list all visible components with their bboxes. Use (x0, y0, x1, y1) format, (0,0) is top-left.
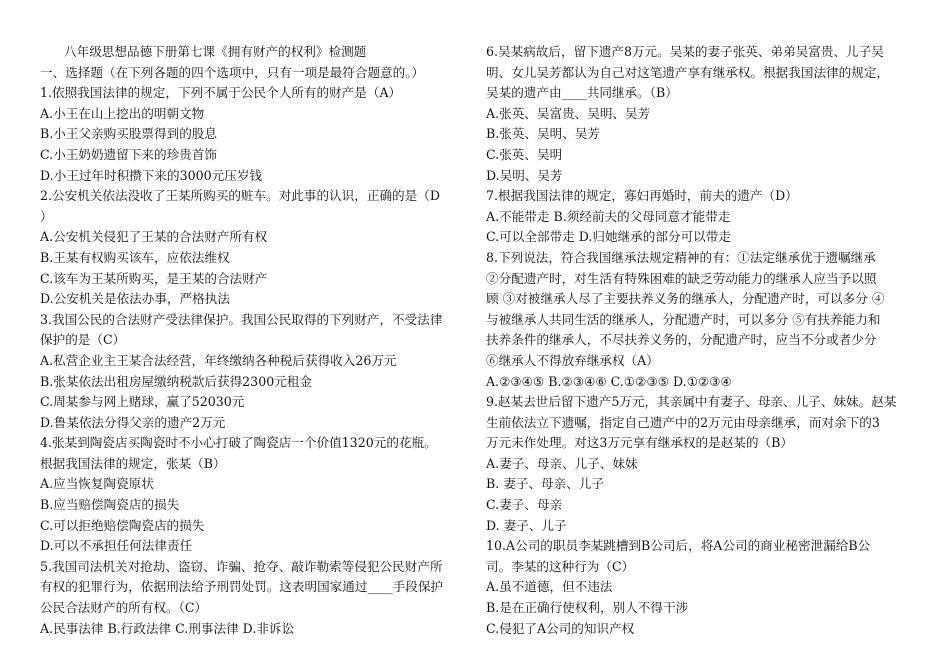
right-text-line: 7.根据我国法律的规定，寡妇再婚时，前夫的遗产（D） (486, 188, 798, 204)
right-text-line: C.张英、吴明 (486, 146, 563, 162)
left-text-line: C.该车为王某所购买，是王某的合法财产 (40, 270, 268, 286)
right-text-line: C.可以全部带走 D.归她继承的部分可以带走 (486, 229, 731, 245)
left-text-line: B.张某依法出租房屋缴纳税款后获得2300元租金 (40, 373, 312, 389)
right-text-line: 6.吴某病故后，留下遗产8万元。吴某的妻子张英、弟弟吴富贵、儿子吴 (486, 44, 884, 59)
right-text-line: D. 妻子、儿子 (486, 517, 567, 533)
right-text-line: C.侵犯了A公司的知识产权 (486, 620, 635, 636)
left-text-line: D.可以不承担任何法律责任 (40, 538, 193, 554)
left-text-line: 1.依照我国法律的规定，下列不属于公民个人所有的财产是（A） (40, 85, 402, 101)
left-text-line: 一、选择题（在下列各题的四个选项中，只有一项是最符合题意的。） (40, 64, 425, 80)
right-text-line: 10.A公司的职员李某跳槽到B公司后，将A公司的商业秘密泄漏给B公 (486, 538, 871, 554)
right-text-line: 吴某的遗产由____共同继承。（B） (486, 85, 678, 101)
right-text-line: 万元未作处理。对这3万元享有继承权的是赵某的（B） (486, 435, 793, 451)
left-text-line: B.小王父亲购买股票得到的股息 (40, 126, 217, 142)
right-text-line: B.张英、吴明、吴芳 (486, 126, 601, 142)
left-text-line: D.公安机关是依法办事，严格执法 (40, 291, 230, 307)
right-text-line: B.是在正确行使权利，别人不得干涉 (486, 600, 689, 616)
left-text-line: 2.公安机关依法没收了王某所购买的赃车。对此事的认识，正确的是（D (40, 188, 440, 204)
left-text-line: A.应当恢复陶瓷原状 (40, 476, 154, 492)
right-text-line: 8.下列说法，符合我国继承法规定精神的有：①法定继承优于遗嘱继承 (486, 249, 876, 265)
left-text-line: 有权的犯罪行为，依据刑法给予刑罚处罚。这表明国家通过____手段保护 (40, 579, 443, 595)
left-text-line: A.民事法律 B.行政法律 C.刑事法律 D.非诉讼 (40, 620, 295, 636)
left-text-line: A.小王在山上挖出的明朝文物 (40, 105, 205, 121)
left-text-line: 保护的是（C） (40, 332, 126, 348)
right-text-line: ②分配遗产时，对生活有特殊困难的缺乏劳动能力的继承人应当予以照 (486, 270, 877, 286)
right-text-line: D.吴明、吴芳 (486, 167, 563, 183)
left-text-line: C.可以拒绝赔偿陶瓷店的损失 (40, 517, 205, 533)
left-text-line: 根据我国法律的规定，张某（B） (40, 455, 226, 471)
left-text-line: ） (40, 208, 53, 224)
left-text-line: A.私营企业主王某合法经营，年终缴纳各种税后获得收入26万元 (40, 352, 397, 368)
left-text-line: B.应当赔偿陶瓷店的损失 (40, 497, 180, 513)
worksheet-title: 八年级思想品德下册第七课《拥有财产的权利》检测题 (64, 44, 367, 59)
right-text-line: 顾 ③对被继承人尽了主要扶养义务的继承人，分配遗产时，可以多分 ④ (486, 291, 885, 307)
right-text-line: A.张英、吴富贵、吴明、吴芳 (486, 105, 651, 121)
left-text-line: 3.我国公民的合法财产受法律保护。我国公民取得的下列财产，不受法律 (40, 311, 443, 327)
right-text-line: A.②③④⑤ B.②③④⑥ C.①②③⑤ D.①②③④ (486, 373, 732, 389)
right-text-line: 9.赵某去世后留下遗产5万元，其亲属中有妻子、母亲、儿子、妹妹。赵某 (486, 394, 897, 410)
right-text-line: 司。李某的这种行为（C） (486, 558, 635, 574)
left-text-line: B.王某有权购买该车，应依法维权 (40, 249, 230, 265)
right-text-line: 明、女儿吴芳都认为自己对这笔遗产享有继承权。根据我国法律的规定， (486, 64, 889, 80)
left-text-line: 4.张某到陶瓷店买陶瓷时不小心打破了陶瓷店一个价值1320元的花瓶。 (40, 435, 437, 451)
right-text-line: A.虽不道德，但不违法 (486, 579, 613, 595)
left-text-line: D.鲁某依法分得父亲的遗产2万元 (40, 414, 226, 430)
right-column (486, 42, 910, 639)
right-text-line: A.妻子、母亲、儿子、妹妹 (486, 455, 638, 471)
left-text-line: C.周某参与网上赌球，赢了52030元 (40, 394, 245, 410)
right-text-line: 扶养条件的继承人，不尽扶养义务的，分配遗产时，应当不分或者少分 (486, 332, 877, 348)
right-text-line: A.不能带走 B.须经前夫的父母同意才能带走 (486, 208, 731, 224)
left-text-line: 公民合法财产的所有权。（C） (40, 600, 208, 616)
right-text-line: ⑥继承人不得放弃继承权（A） (486, 352, 659, 368)
left-text-line: D.小王过年时积攒下来的3000元压岁钱 (40, 167, 263, 183)
left-column (40, 42, 468, 639)
left-text-line: C.小王奶奶遗留下来的珍贵首饰 (40, 146, 217, 162)
right-text-line: 生前依法立下遗嘱，指定自己遗产中的2万元由母亲继承，而对余下的3 (486, 414, 880, 430)
right-text-line: 与被继承人共同生活的继承人，分配遗产时，可以多分 ⑤有扶养能力和 (486, 311, 881, 327)
right-text-line: C.妻子、母亲 (486, 497, 563, 513)
right-text-line: B. 妻子、母亲、儿子 (486, 476, 605, 492)
left-text-line: 5.我国司法机关对抢劫、盗窃、诈骗、抢夺、敲诈勒索等侵犯公民财产所 (40, 558, 443, 574)
left-text-line: A.公安机关侵犯了王某的合法财产所有权 (40, 229, 268, 245)
